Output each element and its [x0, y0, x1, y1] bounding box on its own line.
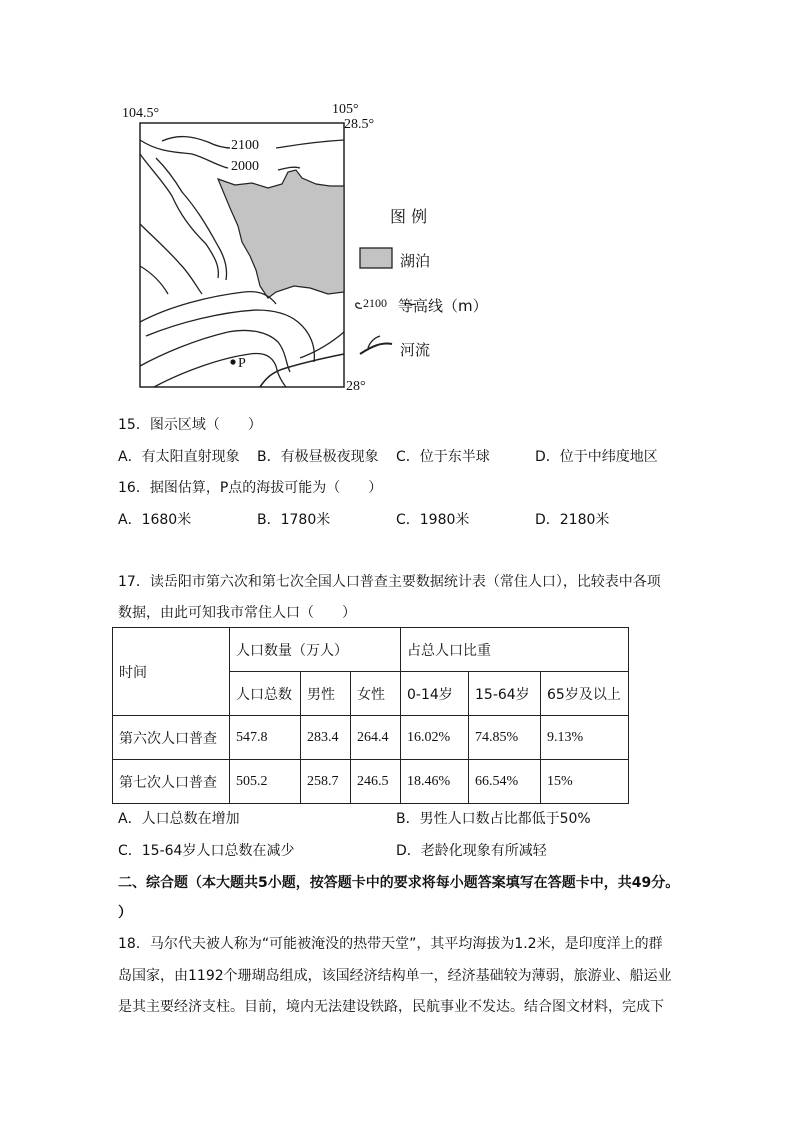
- table-cell: 264.4: [351, 716, 401, 760]
- contour-line: [140, 266, 168, 294]
- q16-option-b: B．1780米: [257, 512, 331, 528]
- contour-line-2100-b: [276, 140, 344, 148]
- contour-line: [154, 354, 286, 388]
- table-subheader: 15-64岁: [469, 672, 541, 716]
- table-cell: 246.5: [351, 760, 401, 804]
- table-cell: 16.02%: [401, 716, 469, 760]
- table-subheader: 男性: [301, 672, 351, 716]
- table-cell: 第六次人口普查: [113, 716, 230, 760]
- legend-river-label: 河流: [400, 341, 431, 359]
- contour-line: [140, 224, 202, 294]
- table-cell: 74.85%: [469, 716, 541, 760]
- river: [260, 354, 344, 387]
- q16-option-c: C．1980米: [396, 512, 470, 528]
- legend-lake-swatch: [360, 248, 392, 268]
- contour-map-figure: [110, 96, 510, 398]
- table-subheader: 65岁及以上: [541, 672, 629, 716]
- legend-contour-label: 等高线（m）: [398, 297, 488, 315]
- q18-line1: 18．马尔代夫被人称为“可能被淹没的热带天堂”，其平均海拔为1.2米，是印度洋上的群: [118, 936, 663, 952]
- lake-area: [218, 170, 344, 298]
- q16-option-a: A．1680米: [118, 512, 192, 528]
- table-cell: 9.13%: [541, 716, 629, 760]
- table-cell: 283.4: [301, 716, 351, 760]
- lon-right-label: 105°: [332, 102, 359, 117]
- table-cell: 66.54%: [469, 760, 541, 804]
- contour-map: [110, 96, 510, 398]
- q17-option-a: A．人口总数在增加: [118, 811, 240, 827]
- table-row: [113, 716, 629, 760]
- q15-stem: 15．图示区域（ ）: [118, 417, 262, 433]
- q17-option-b: B．男性人口数占比都低于50%: [396, 811, 591, 827]
- legend-lake-label: 湖泊: [400, 252, 431, 270]
- legend-contour-value: 2100: [363, 296, 387, 310]
- q18-line3: 是其主要经济支柱。目前，境内无法建设铁路，民航事业不发达。结合图文材料，完成下: [118, 999, 664, 1015]
- q17-stem-line2: 数据，由此可知我市常住人口（ ）: [118, 605, 356, 621]
- legend-river-sample: [360, 343, 392, 354]
- section2-heading: 二、综合题（本大题共5小题，按答题卡中的要求将每小题答案填写在答题卡中，共49分。: [118, 875, 680, 891]
- legend-title: 图 例: [390, 207, 428, 226]
- lat-bottom-label: 28°: [346, 379, 366, 394]
- table-header-population: 人口数量（万人）: [230, 628, 401, 672]
- q15-option-d: D．位于中纬度地区: [535, 449, 658, 465]
- section2-heading-cont: ）: [118, 905, 132, 921]
- q16-stem: 16．据图估算，P点的海拔可能为（ ）: [118, 480, 383, 496]
- contour-line: [140, 330, 290, 372]
- lon-left-label: 104.5°: [122, 106, 160, 121]
- table-cell: 15%: [541, 760, 629, 804]
- contour-line-2100: [162, 137, 232, 148]
- q15-option-c: C．位于东半球: [396, 449, 490, 465]
- river-channel: [300, 332, 344, 358]
- table-cell: 18.46%: [401, 760, 469, 804]
- contour-line-2000-b: [278, 167, 300, 170]
- table-subheader: 人口总数: [230, 672, 301, 716]
- table-cell: 505.2: [230, 760, 301, 804]
- table-cell: 258.7: [301, 760, 351, 804]
- contour-line-2000: [140, 140, 228, 168]
- point-p: [230, 359, 235, 364]
- lat-top-label: 28.5°: [344, 117, 375, 132]
- q17-option-d: D．老龄化现象有所减轻: [396, 843, 547, 859]
- point-p-label: P: [238, 356, 246, 371]
- table-subheader: 女性: [351, 672, 401, 716]
- contour-label-2000: 2000: [231, 159, 259, 174]
- q17-stem-line1: 17．读岳阳市第六次和第七次全国人口普查主要数据统计表（常住人口），比较表中各项: [118, 574, 661, 590]
- table-cell: 547.8: [230, 716, 301, 760]
- contour-label-2100: 2100: [231, 138, 259, 153]
- table-row: [113, 760, 629, 804]
- table-cell: 第七次人口普查: [113, 760, 230, 804]
- q18-line2: 岛国家，由1192个珊瑚岛组成，该国经济结构单一，经济基础较为薄弱，旅游业、船运业: [118, 968, 672, 984]
- census-table: [112, 627, 629, 804]
- q15-option-b: B．有极昼极夜现象: [257, 449, 379, 465]
- table-header-time: 时间: [113, 628, 230, 716]
- q17-option-c: C．15-64岁人口总数在减少: [118, 843, 295, 859]
- contour-line: [146, 310, 314, 362]
- q16-option-d: D．2180米: [535, 512, 610, 528]
- q15-option-a: A．有太阳直射现象: [118, 449, 240, 465]
- table-subheader: 0-14岁: [401, 672, 469, 716]
- contour-line: [140, 154, 218, 278]
- table-header-ratio: 占总人口比重: [401, 628, 629, 672]
